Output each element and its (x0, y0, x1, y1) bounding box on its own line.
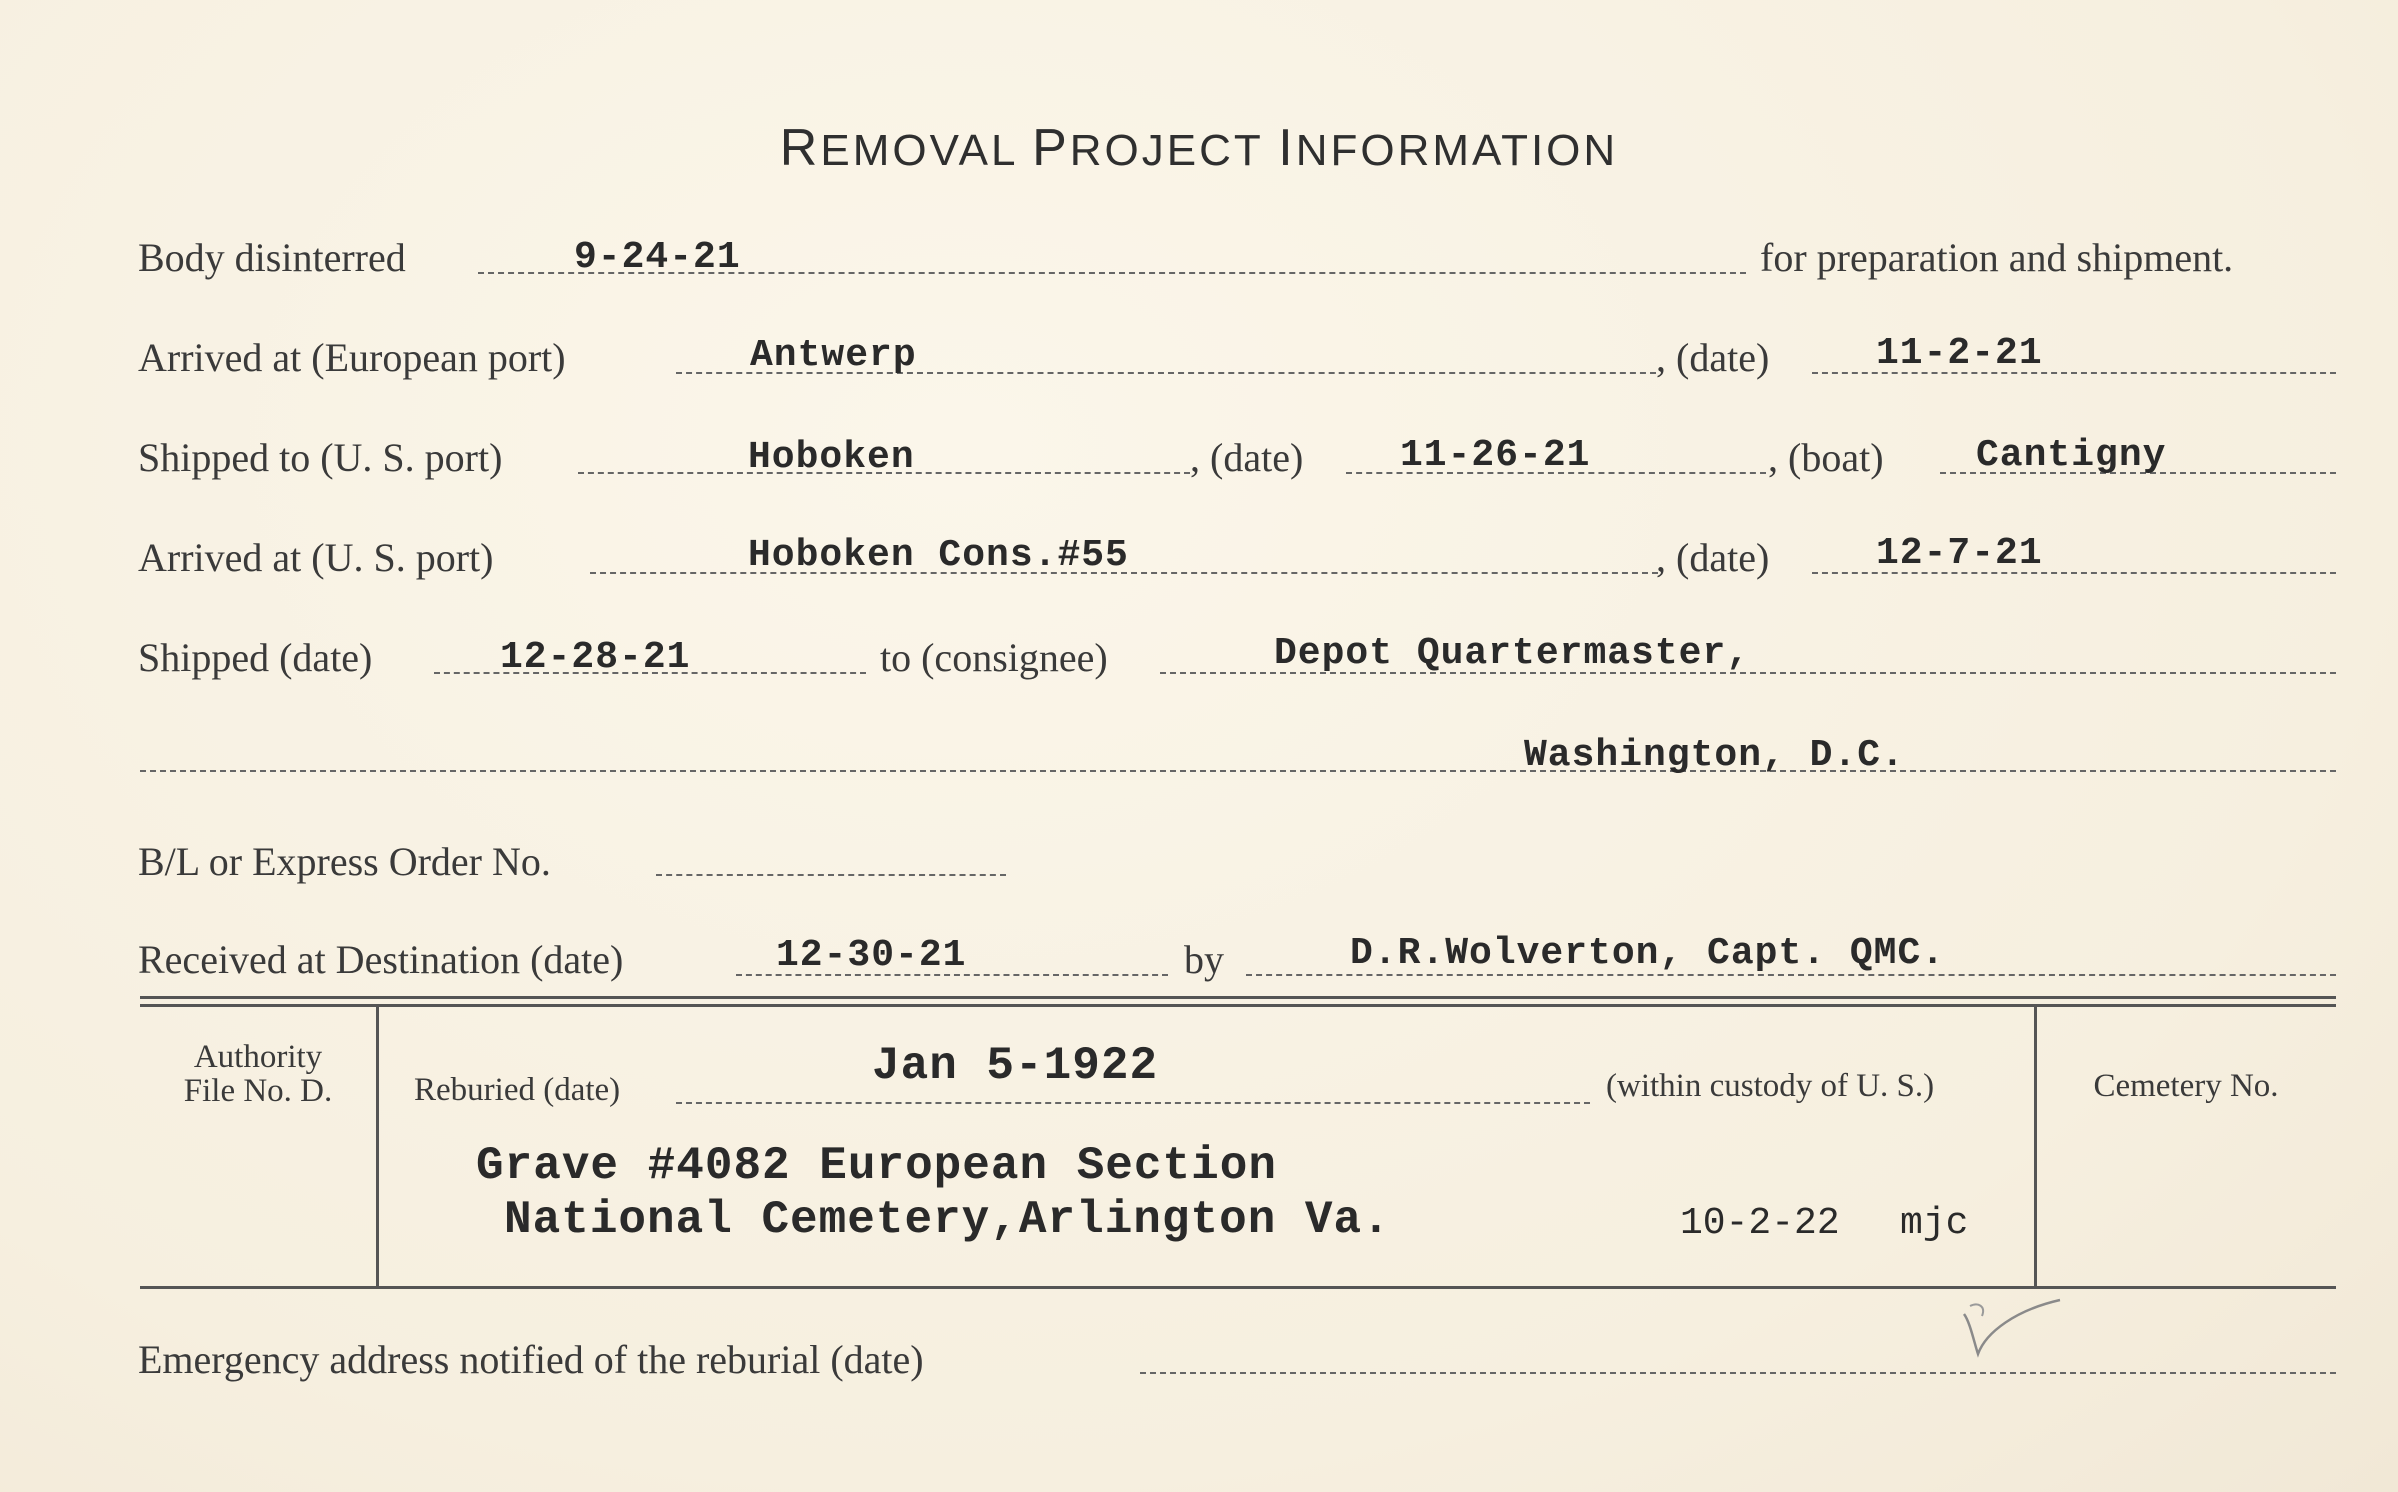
grave-line2: National Cemetery,Arlington Va. (504, 1194, 1391, 1246)
arrived-european-value: Antwerp (750, 334, 917, 377)
box-divider-right (2034, 1006, 2037, 1286)
arrived-european-label: Arrived at (European port) (138, 335, 566, 380)
shipped-us-value: Hoboken (748, 436, 915, 479)
consignee-line2: Washington, D.C. (1524, 734, 1905, 777)
disinterred-value: 9-24-21 (574, 236, 741, 279)
grave-line1: Grave #4082 European Section (476, 1140, 1277, 1192)
disinterred-label: Body disinterred (138, 235, 406, 280)
shipped-us-label: Shipped to (U. S. port) (138, 435, 503, 480)
shipped-us-date-label: , (date) (1190, 435, 1304, 480)
note-date: 10-2-22 (1680, 1202, 1840, 1245)
arrived-us-label: Arrived at (U. S. port) (138, 535, 494, 580)
box-top-rule-2 (140, 1004, 2336, 1007)
reburied-label: Reburied (date) (414, 1072, 621, 1108)
arrived-european-date-value: 11-2-21 (1876, 332, 2043, 375)
disinterred-suffix: for preparation and shipment. (1760, 235, 2234, 280)
shipped-us-boat-value: Cantigny (1976, 434, 2167, 477)
consignee-label: to (consignee) (880, 635, 1108, 680)
received-by-value: D.R.Wolverton, Capt. QMC. (1350, 932, 1946, 975)
bl-label: B/L or Express Order No. (138, 839, 551, 884)
bl-line (656, 874, 1006, 876)
box-top-rule-1 (140, 996, 2336, 999)
shipped-us-date-value: 11-26-21 (1400, 434, 1591, 477)
note-initials: mjc (1900, 1202, 1969, 1245)
consignee-continuation-line (140, 770, 2336, 772)
authority-cell (140, 1040, 376, 1108)
page-title: REMOVAL PROJECT INFORMATION (779, 119, 1619, 177)
consignee-line1: Depot Quartermaster, (1274, 632, 1751, 675)
authority-line1: Authority (193, 1039, 323, 1075)
reburied-value: Jan 5-1922 (872, 1040, 1159, 1092)
shipped-date-label: Shipped (date) (138, 635, 373, 680)
emergency-label: Emergency address notified of the reburial (date) (138, 1337, 924, 1382)
authority-line2: File No. D. (183, 1073, 333, 1109)
arrived-us-date-label: , (date) (1656, 535, 1770, 580)
received-label: Received at Destination (date) (138, 937, 624, 982)
received-by-label: by (1184, 937, 1224, 982)
box-bottom-rule (140, 1286, 2336, 1289)
custody-label: (within custody of U. S.) (1606, 1068, 1935, 1104)
arrived-us-date-value: 12-7-21 (1876, 532, 2043, 575)
cemetery-label: Cemetery No. (2093, 1068, 2279, 1104)
reburied-line (676, 1102, 1590, 1104)
shipped-date-value: 12-28-21 (500, 636, 691, 679)
emergency-line (1140, 1372, 2336, 1374)
shipped-us-boat-label: , (boat) (1768, 435, 1884, 480)
received-value: 12-30-21 (776, 934, 967, 977)
arrived-european-date-label: , (date) (1656, 335, 1770, 380)
arrived-us-value: Hoboken Cons.#55 (748, 534, 1129, 577)
box-divider-left (376, 1006, 379, 1286)
pencil-mark (1956, 1292, 2066, 1372)
